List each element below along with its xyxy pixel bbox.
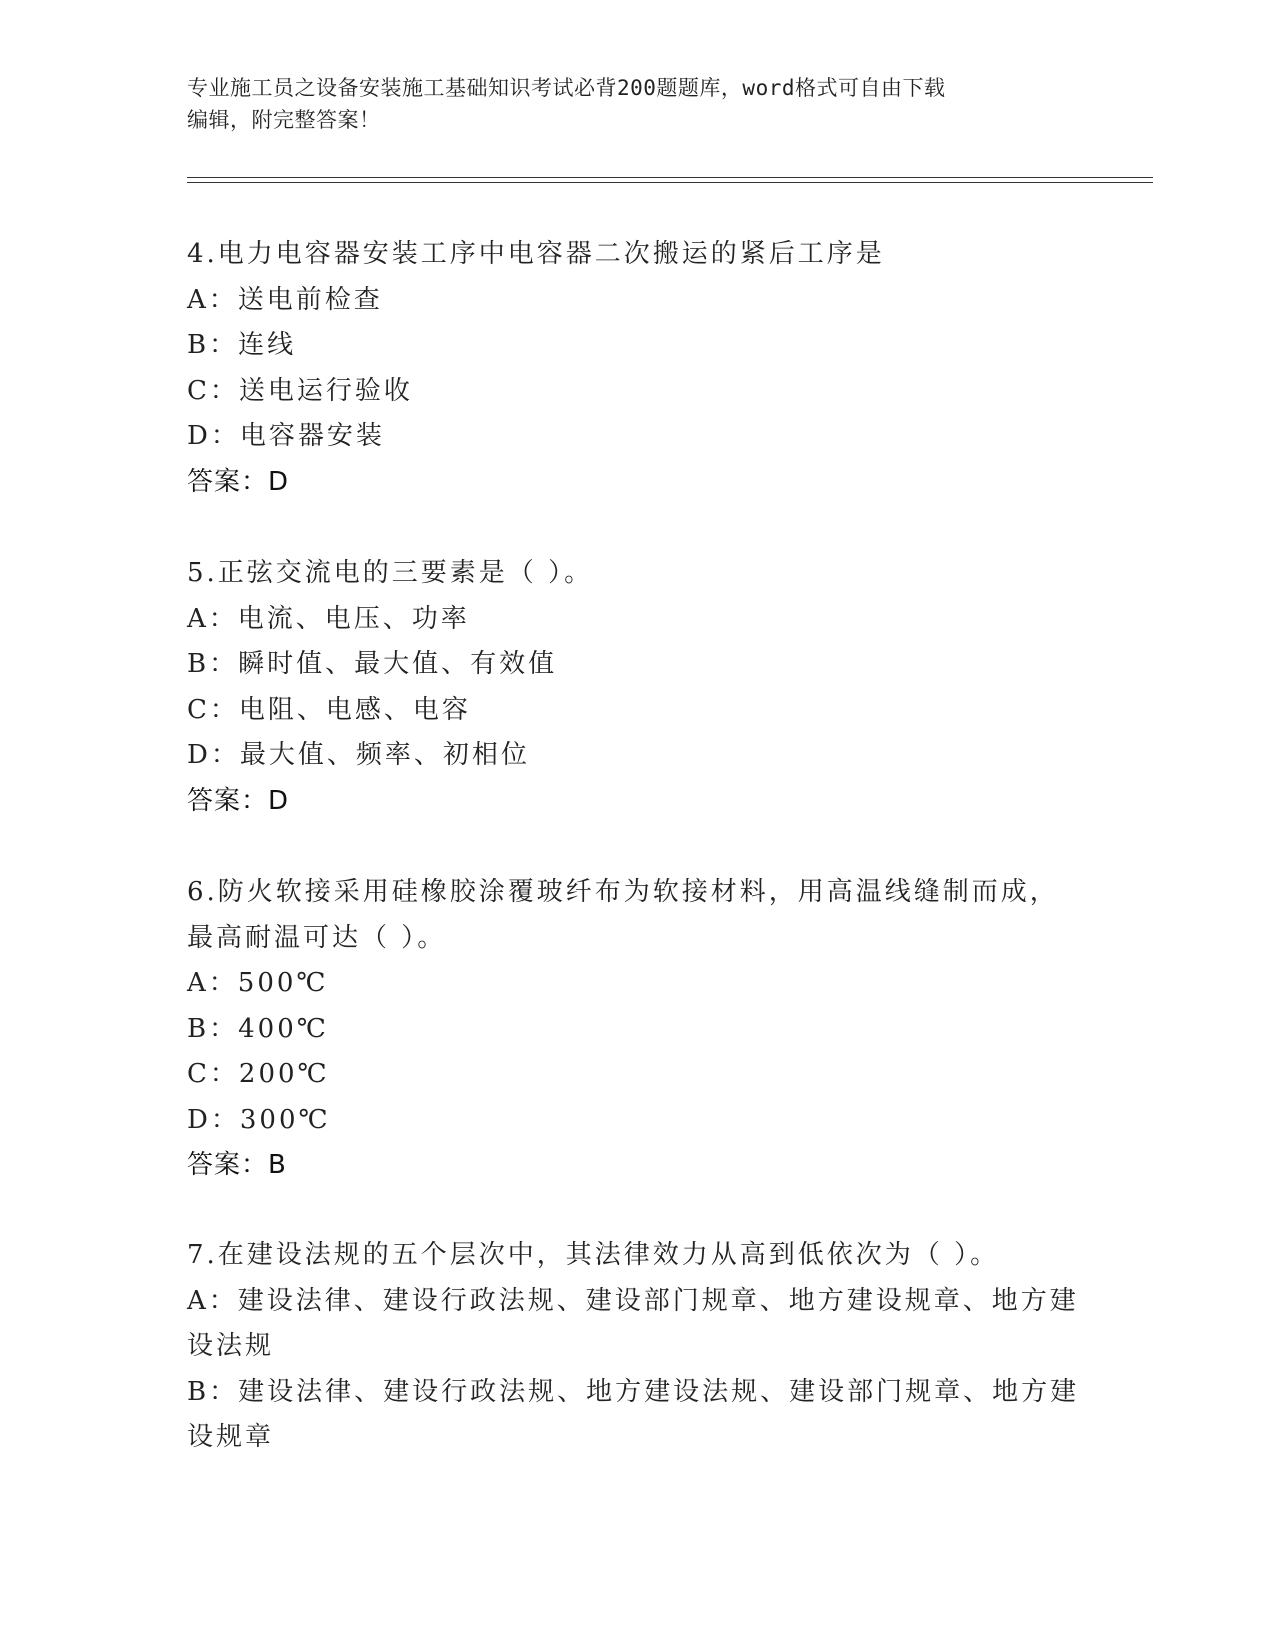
option-text: 建设法律、建设行政法规、建设部门规章、地方建设规章、地方建设法规 [187, 1285, 1079, 1361]
question-text: 5.正弦交流电的三要素是（ ）。 [187, 558, 594, 588]
option-key: D： [187, 1104, 240, 1135]
option-key: B： [187, 330, 239, 360]
document-header [187, 72, 1067, 136]
option-key: D： [187, 740, 240, 770]
question-text: 6.防火软接采用硅橡胶涂覆玻纤布为软接材料，用高温线缝制而成，最高耐温可达（ ）。 [187, 877, 1059, 953]
option-c [187, 369, 1087, 415]
header-title-line-1: 专业施工员之设备安装施工基础知识考试必背200题题库，word格式可自由下载 [187, 76, 946, 100]
option-key: A： [187, 968, 238, 998]
option-a [187, 961, 1087, 1007]
option-a [187, 278, 1087, 324]
option-key: A： [187, 284, 238, 315]
question-text: 4.电力电容器安装工序中电容器二次搬运的紧后工序是 [187, 239, 885, 269]
answer: 答案：B [187, 1150, 287, 1180]
option-d [187, 733, 1087, 779]
option-c [187, 688, 1087, 734]
option-d [187, 414, 1087, 460]
option-b [187, 642, 1087, 688]
option-text: 送电前检查 [237, 284, 383, 315]
option-text: 最大值、频率、初相位 [239, 740, 530, 770]
option-key: B： [187, 1013, 239, 1044]
question-6 [187, 870, 1087, 1189]
answer: 答案：D [187, 785, 290, 816]
option-text: 200℃ [238, 1059, 330, 1089]
option-key: B： [187, 649, 239, 679]
header-divider-bottom [187, 182, 1153, 183]
question-text: 7.在建设法规的五个层次中，其法律效力从高到低依次为（ ）。 [187, 1240, 1000, 1270]
answer: 答案：D [187, 466, 290, 497]
option-key: C： [187, 694, 239, 725]
option-key: B： [187, 1376, 239, 1407]
question-5 [187, 551, 1087, 824]
option-text: 送电运行验收 [238, 375, 413, 406]
option-b [187, 1370, 1087, 1461]
option-key: A： [187, 603, 238, 634]
option-key: A： [187, 1285, 238, 1316]
option-text: 连线 [238, 330, 297, 360]
header-title-line-2: 编辑，附完整答案！ [187, 108, 381, 132]
option-a [187, 597, 1087, 643]
header-divider-top [187, 177, 1153, 178]
option-text: 400℃ [238, 1013, 329, 1044]
option-a [187, 1279, 1087, 1370]
option-text: 建设法律、建设行政法规、地方建设法规、建设部门规章、地方建设规章 [187, 1376, 1080, 1452]
option-key: D： [187, 421, 240, 451]
option-d [187, 1098, 1087, 1144]
option-text: 电容器安装 [239, 421, 385, 451]
option-text: 500℃ [237, 968, 329, 998]
option-text: 电流、电压、功率 [237, 603, 470, 634]
option-key: C： [187, 1059, 239, 1089]
question-4 [187, 232, 1087, 505]
option-text: 电阻、电感、电容 [238, 694, 471, 725]
option-key: C： [187, 375, 239, 406]
option-b [187, 1007, 1087, 1053]
option-c [187, 1052, 1087, 1098]
question-7 [187, 1233, 1087, 1461]
option-b [187, 323, 1087, 369]
option-text: 300℃ [239, 1104, 331, 1135]
option-text: 瞬时值、最大值、有效值 [238, 649, 558, 679]
